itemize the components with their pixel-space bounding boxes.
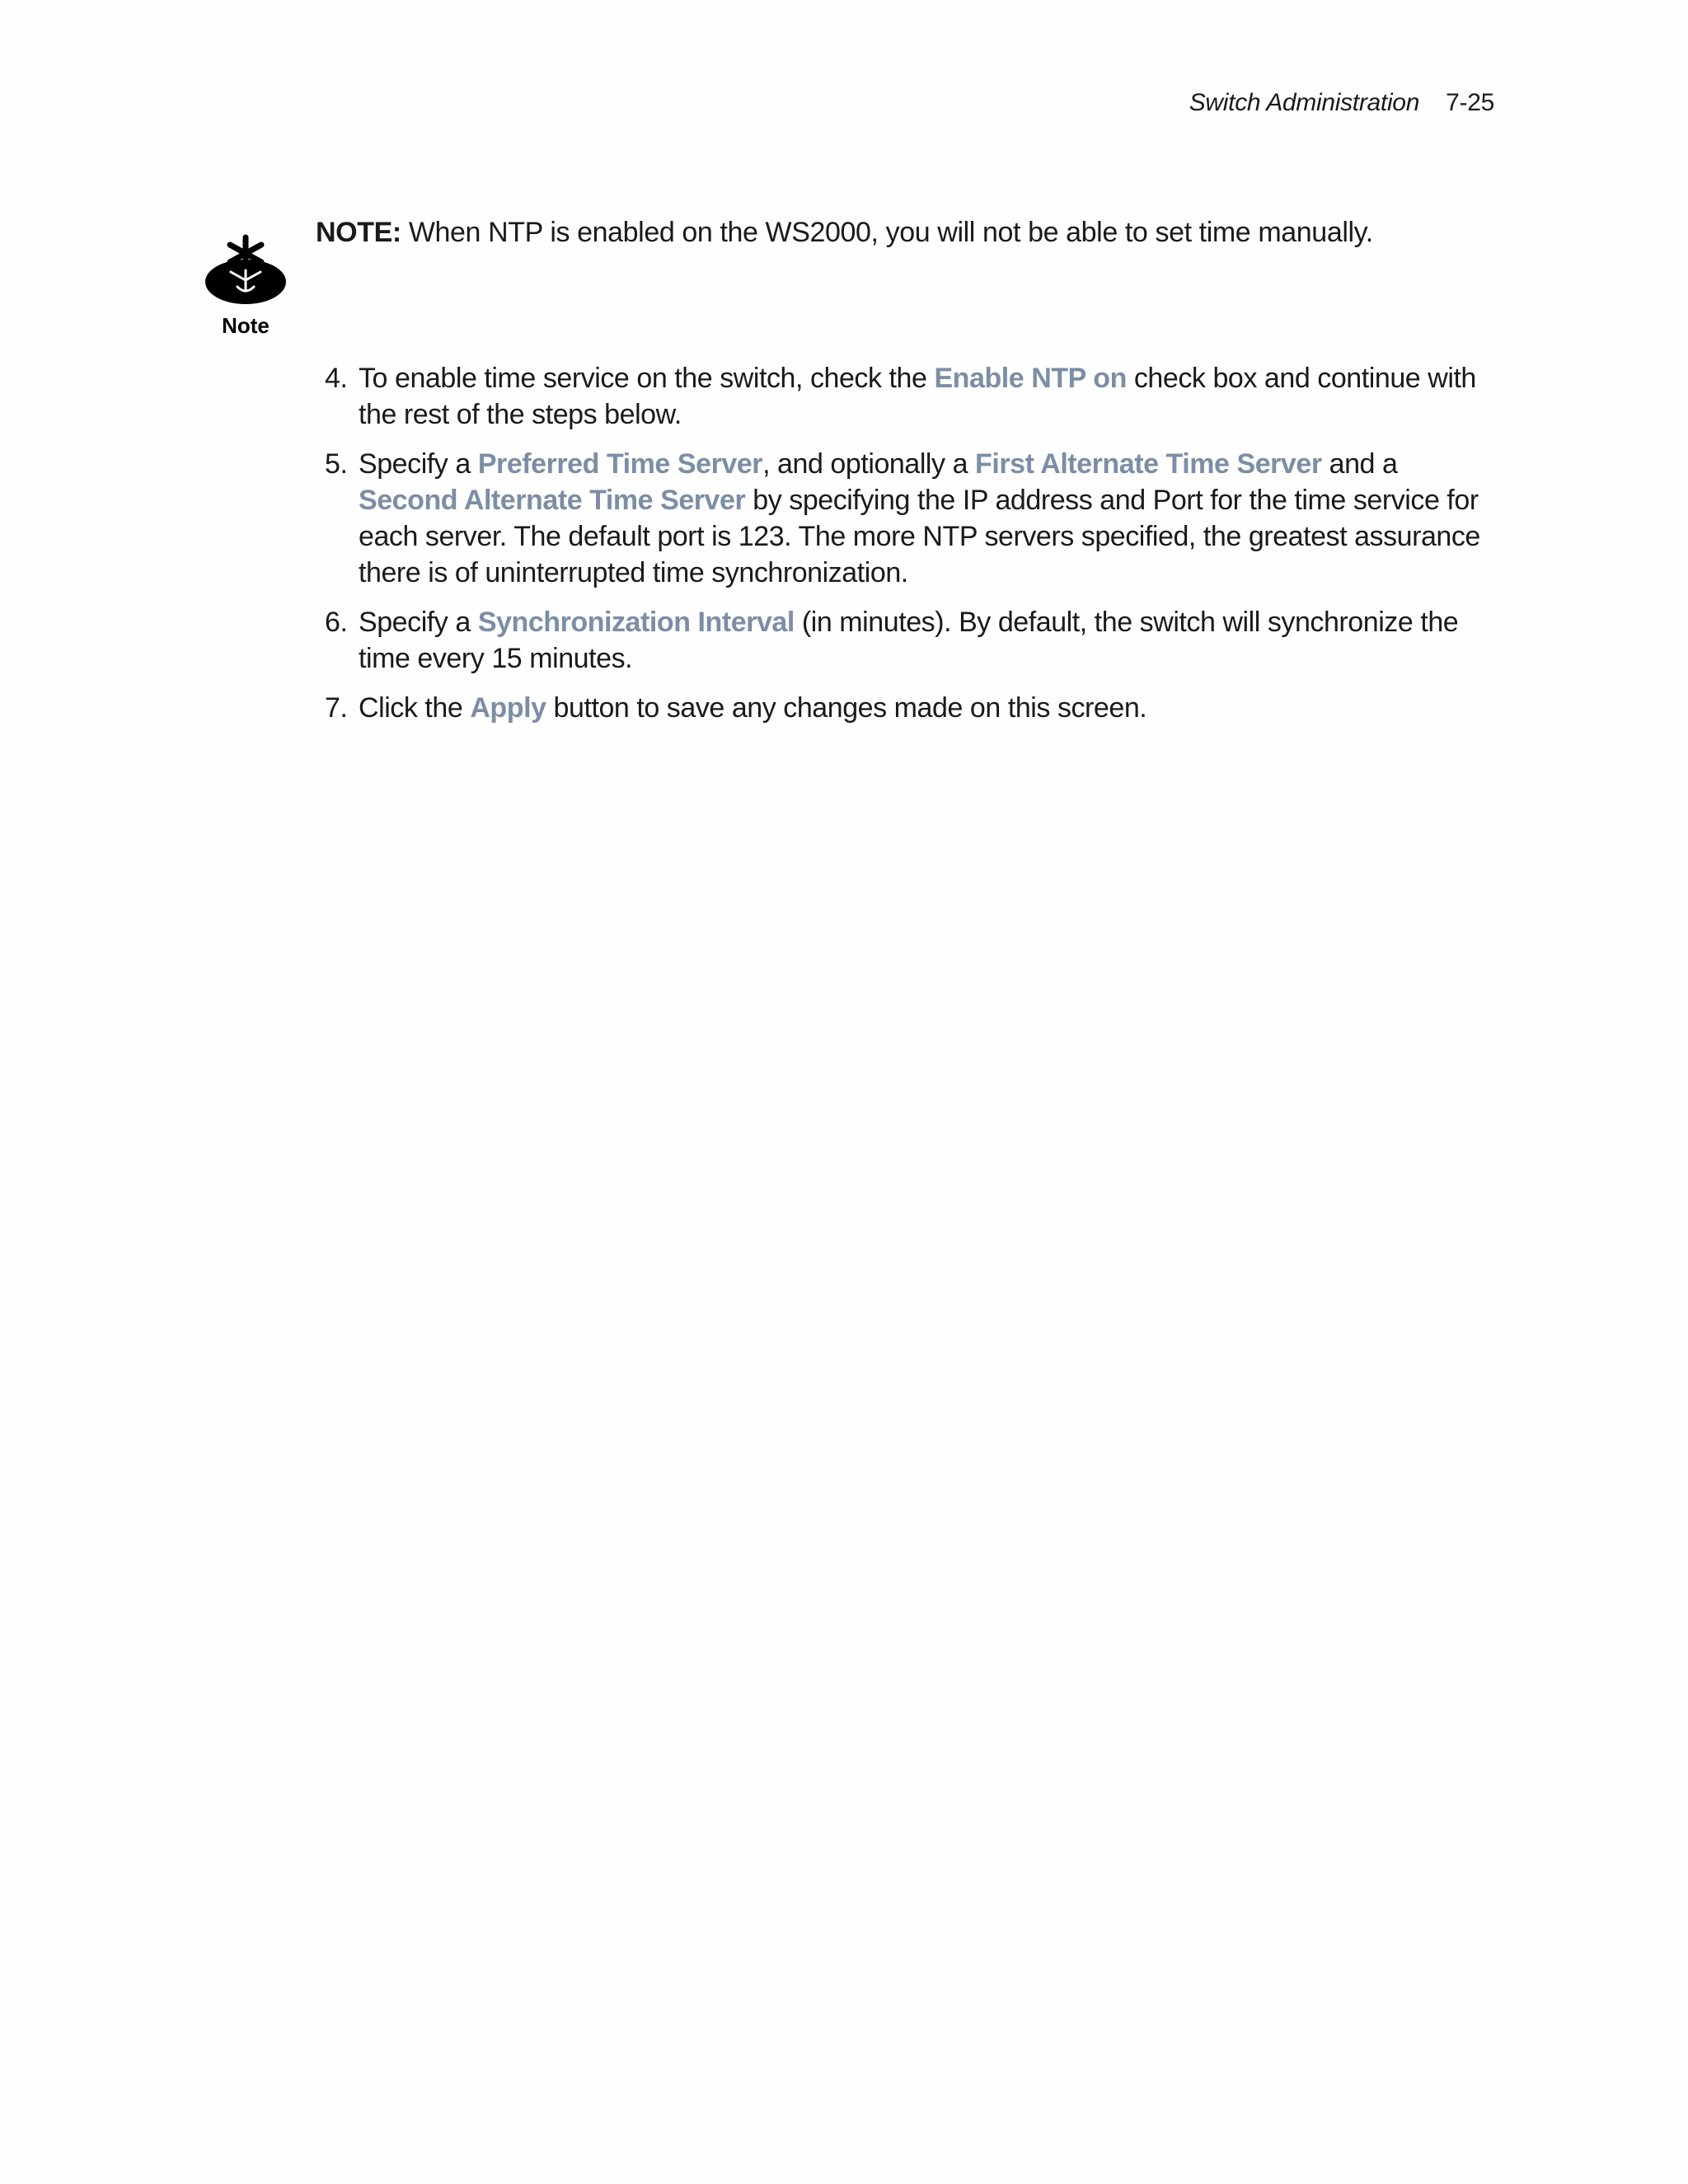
- step-text: and a: [1321, 448, 1398, 480]
- note-text: When NTP is enabled on the WS2000, you will not be able to set time manually.: [408, 217, 1373, 248]
- page-number: 7-25: [1446, 89, 1494, 116]
- running-header-section: Switch Administration: [1189, 89, 1420, 116]
- ui-term-preferred-time-server: Preferred Time Server: [477, 448, 763, 480]
- ui-term-apply: Apply: [470, 692, 546, 724]
- step-text: (in minutes). By default, the switch will synchronize the time every 15 minutes.: [359, 607, 1459, 674]
- step-5: [323, 446, 1493, 591]
- step-text: To enable time service on the switch, check the: [359, 363, 935, 394]
- page-header: [1189, 89, 1494, 117]
- step-number: 5.: [325, 448, 348, 480]
- step-text: button to save any changes made on this screen.: [546, 692, 1147, 724]
- ui-term-first-alternate-time-server: First Alternate Time Server: [975, 448, 1322, 480]
- note-callout: [316, 213, 1503, 251]
- step-7: [323, 690, 1493, 726]
- step-number: 6.: [325, 607, 348, 638]
- step-text: Click the: [359, 692, 471, 724]
- note-label: NOTE:: [316, 217, 401, 248]
- ui-term-second-alternate-time-server: Second Alternate Time Server: [359, 485, 746, 516]
- step-4: [323, 360, 1493, 433]
- procedure-steps: [323, 360, 1493, 739]
- step-text: Specify a: [359, 607, 478, 638]
- note-icon-label: Note: [222, 313, 270, 338]
- step-number: 4.: [325, 363, 348, 394]
- step-6: [323, 604, 1493, 677]
- ui-term-enable-ntp-on: Enable NTP on: [934, 363, 1127, 394]
- ui-term-synchronization-interval: Synchronization Interval: [477, 607, 795, 638]
- step-text: check box and continue with the rest of the steps below.: [359, 363, 1476, 430]
- note-icon: [204, 232, 290, 340]
- step-text: by specifying the IP address and Port for the time service for each server. The default port is 123. The more NTP servers specified, the greatest assurance there is of uninterrupted time synchronization.: [359, 485, 1480, 588]
- note-symbol-graphic: [204, 232, 290, 340]
- step-number: 7.: [325, 692, 348, 724]
- step-text: , and optionally a: [762, 448, 976, 480]
- step-text: Specify a: [359, 448, 478, 480]
